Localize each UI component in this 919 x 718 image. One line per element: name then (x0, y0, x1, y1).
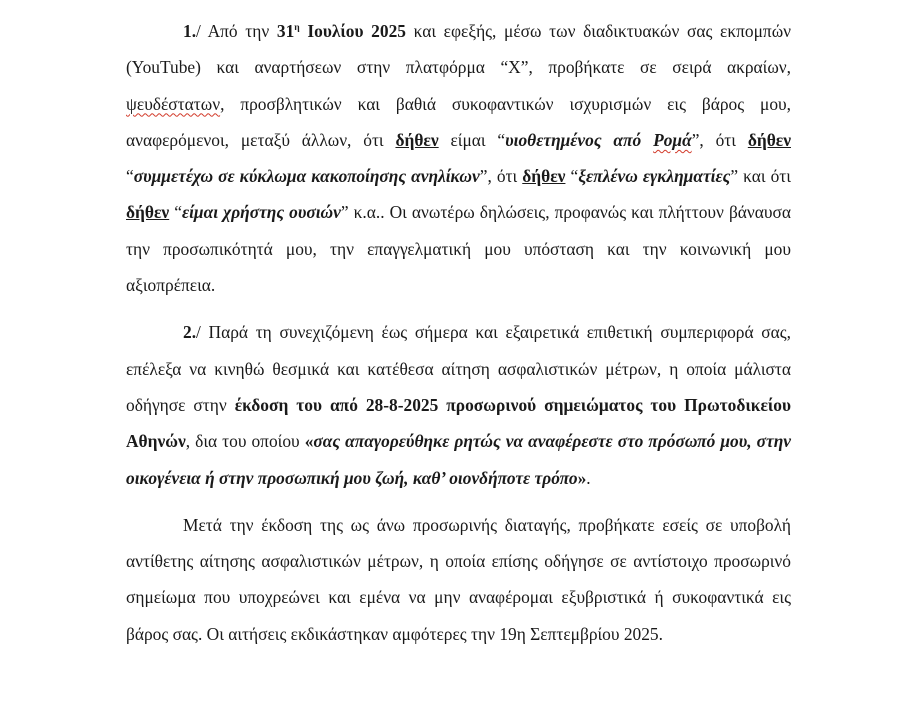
date-superscript: η (294, 21, 300, 33)
text-run: είμαι “ (438, 129, 506, 150)
paragraph-3: Μετά την έκδοση της ως άνω προσωρινής διαταγής, προβήκατε εσείς σε υποβολή αντίθετης αίτησης ασφαλιστικών μέτρων, η οποία επίσης οδήγησε σε αντίστοιχο προσωρινό σημείωμα που υποχρεώνει και εμένα να μην αναφέρομαι εξυβριστικά ή συκοφαντικά εις βάρος σας. Οι αιτήσεις εκδικάστηκαν αμφότερες την 19η Σεπτεμβρίου 2025. (126, 514, 791, 644)
text-run: ” κ.α.. Οι ανωτέρω δηλώσεις, προφανώς και πλήττουν βάναυσα την προσωπικότητά μου, την επαγγελματική μου υπόσταση και την κοινωνική μου αξιοπρέπεια. (126, 202, 791, 296)
quote-close: » (577, 467, 587, 488)
quoted-claim: υιοθετημένος από (505, 129, 654, 150)
text-run: Από την (200, 21, 277, 41)
text-run: . (586, 467, 591, 488)
quote-open: « (304, 431, 314, 452)
quoted-claim: ξεπλένω εγκληματίες (578, 166, 731, 187)
paragraph-1 (126, 13, 791, 303)
text-run: “ (126, 166, 134, 187)
text-run: , δια του οποίου (185, 431, 305, 452)
text-run: ”, ότι (479, 166, 523, 187)
date-day: 31 (276, 21, 295, 41)
emphasis-dithen: δήθεν (747, 129, 791, 150)
date-july-31 (277, 21, 406, 41)
date-rest: Ιουλίου 2025 (299, 21, 406, 41)
text-run: , προσβλητικών και βαθιά συκοφαντικών ισχυρισμών εις βάρος μου, αναφερόμενοι, μεταξύ άλλων, ότι (126, 93, 791, 150)
paragraph-2 (126, 314, 791, 495)
document-page (126, 13, 791, 652)
quoted-claim: είμαι χρήστης ουσιών (181, 202, 341, 223)
text-run: “ (565, 166, 579, 187)
emphasis-dithen: δήθεν (522, 166, 566, 187)
paragraph-1-number: 1. (183, 21, 197, 41)
court-order-quote: σας απαγορεύθηκε ρητώς να αναφέρεστε στο πρόσωπό μου, στην οικογένεια ή στην προσωπική μου ζωή, καθ’ οιονδήποτε τρόπο (126, 431, 791, 488)
emphasis-dithen: δήθεν (126, 202, 170, 223)
text-run: ” και ότι (730, 166, 791, 187)
text-run: / Παρά τη συνεχιζόμενη έως σήμερα και εξαιρετικά επιθετική συμπεριφορά σας, επέλεξα να κινηθώ θεσμικά και κατέθεσα αίτηση ασφαλιστικών μέτρων, η οποία μάλιστα οδήγησε στην (126, 322, 791, 415)
text-run: ”, ότι (691, 129, 748, 150)
spellcheck-flagged-word: ψευδέστατων (126, 93, 221, 114)
quoted-claim: συμμετέχω σε κύκλωμα κακοποίησης ανηλίκων (133, 166, 480, 187)
emphasis-dithen: δήθεν (395, 129, 439, 150)
spellcheck-flagged-word: Ρομά (653, 129, 692, 150)
text-run: και εφεξής, μέσω των διαδικτυακών σας εκπομπών (YouTube) και αναρτήσεων στην πλατφόρμα “X”, προβήκατε σε σειρά ακραίων, (126, 21, 792, 78)
text-run: “ (169, 202, 182, 223)
paragraph-1-slash: / (196, 21, 201, 41)
court-order-reference: έκδοση του από 28-8-2025 προσωρινού σημειώματος του Πρωτοδικείου Αθηνών (126, 394, 791, 452)
paragraph-2-number: 2. (183, 322, 197, 343)
